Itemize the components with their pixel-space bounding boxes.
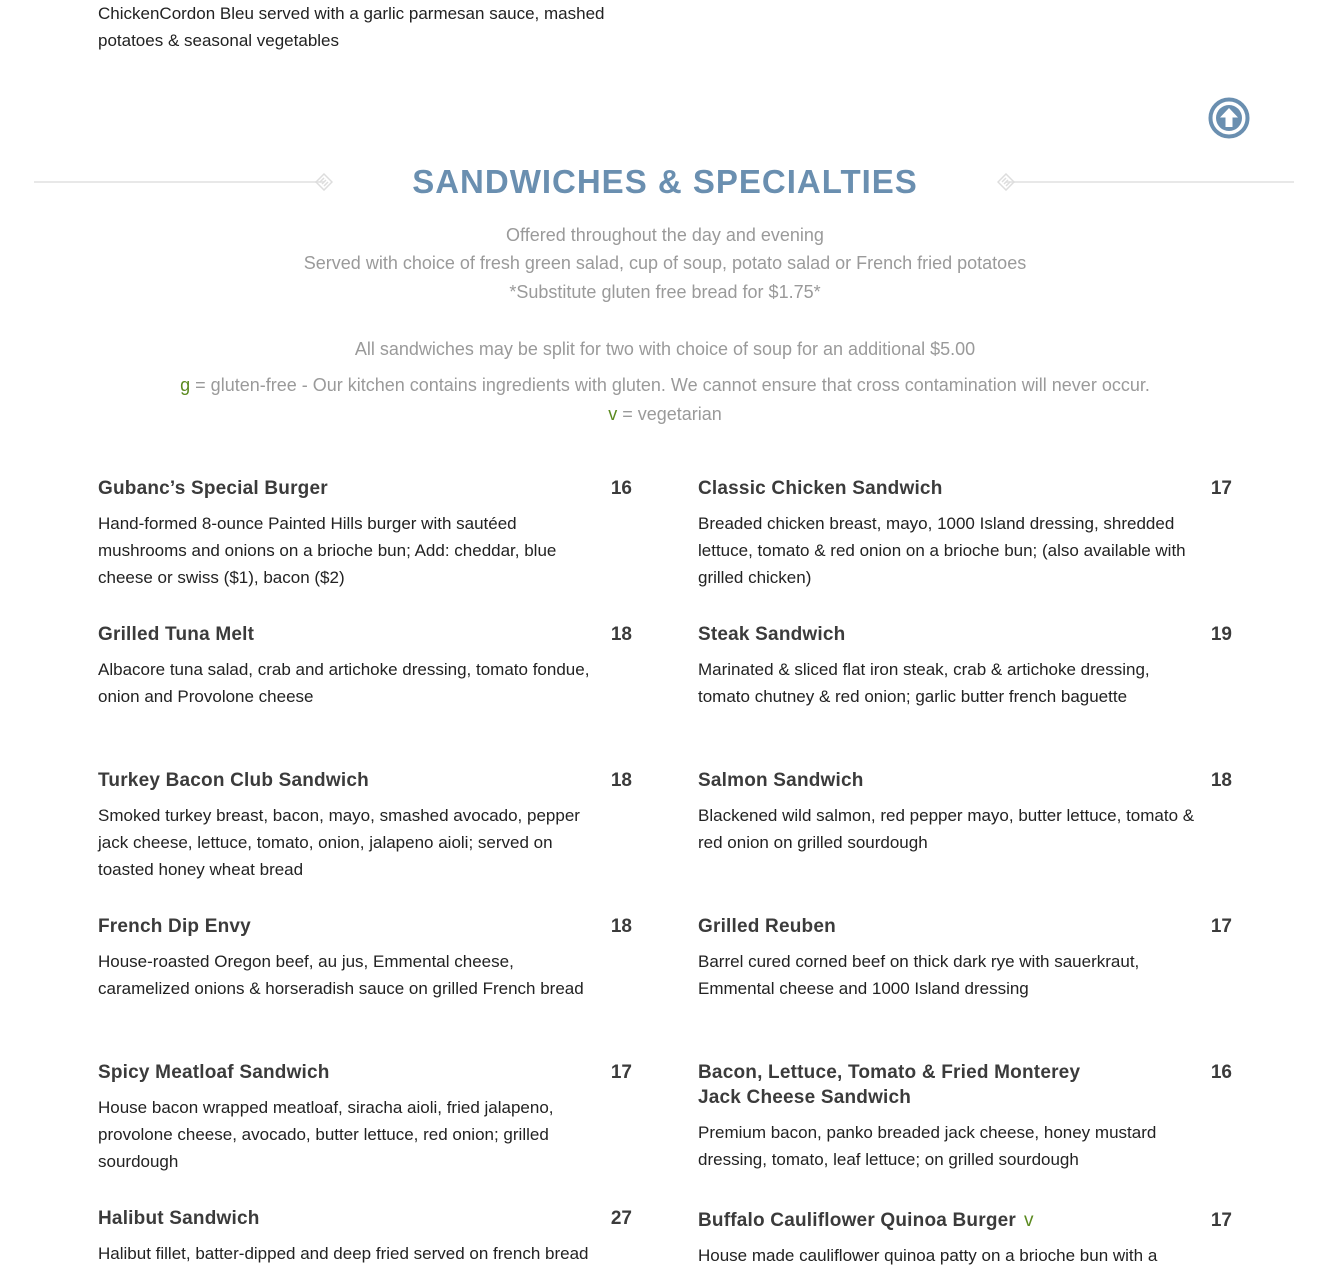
menu-item-name xyxy=(698,1208,1118,1233)
legend-gluten-free xyxy=(0,371,1330,399)
menu-item-price: 18 xyxy=(610,624,632,645)
menu-item-description: Marinated & sliced flat iron steak, crab & artichoke dressing, tomato chutney & red onion; garlic butter french baguette xyxy=(698,660,1150,706)
menu-item-name: Gubanc’s Special Burger xyxy=(98,478,328,499)
menu-item-price: 18 xyxy=(1210,770,1232,791)
section-info-split: All sandwiches may be split for two with choice of soup for an additional $5.00 xyxy=(354,339,976,359)
menu-item-name: Halibut Sandwich xyxy=(98,1208,260,1229)
menu-item-name: Bacon, Lettuce, Tomato & Fried Monterey Jack Cheese Sandwich xyxy=(698,1062,1081,1108)
menu-item-description: Halibut fillet, batter-dipped and deep fried served on french bread xyxy=(98,1244,589,1263)
menu-item-description: Hand-formed 8-ounce Painted Hills burger with sautéed mushrooms and onions on a brioche bun; Add: cheddar, blue cheese or swiss ($1), bacon ($2) xyxy=(98,514,557,587)
gluten-free-text: = gluten-free - Our kitchen contains ingredients with gluten. We cannot ensure that cross contamination will never occur. xyxy=(190,375,1150,395)
menu-item-description: House-roasted Oregon beef, au jus, Emmental cheese, caramelized onions & horseradish sauce on grilled French bread xyxy=(98,952,584,998)
menu-item-name: Spicy Meatloaf Sandwich xyxy=(98,1062,330,1083)
menu-item-description: Blackened wild salmon, red pepper mayo, butter lettuce, tomato & red onion on grilled sourdough xyxy=(698,806,1195,852)
vegetarian-text: = vegetarian xyxy=(617,404,722,424)
section-title: SANDWICHES & SPECIALTIES xyxy=(412,163,918,200)
menu-item-price: 17 xyxy=(1210,478,1232,499)
menu-item-description: Premium bacon, panko breaded jack cheese, honey mustard dressing, tomato, leaf lettuce; on grilled sourdough xyxy=(698,1123,1157,1169)
menu-item-price: 16 xyxy=(610,478,632,499)
previous-item-description: ChickenCordon Bleu served with a garlic parmesan sauce, mashed potatoes & seasonal vegetables xyxy=(98,4,605,50)
menu-item-name: Steak Sandwich xyxy=(698,624,846,645)
menu-item-description: House bacon wrapped meatloaf, siracha aioli, fried jalapeno, provolone cheese, avocado, butter lettuce, red onion; grilled sourdough xyxy=(98,1098,554,1171)
scroll-to-top-button[interactable] xyxy=(1208,97,1250,139)
menu-item-description: Smoked turkey breast, bacon, mayo, smashed avocado, pepper jack cheese, lettuce, tomato, onion, jalapeno aioli; served on toasted honey wheat bread xyxy=(98,806,580,879)
menu-item-price: 19 xyxy=(1210,624,1232,645)
gluten-free-key: g xyxy=(180,375,191,395)
vegetarian-badge: v xyxy=(1024,1210,1034,1231)
legend-vegetarian xyxy=(0,400,1330,428)
vegetarian-key: v xyxy=(608,404,618,424)
section-info-gluten-free-bread: *Substitute gluten free bread for $1.75* xyxy=(509,282,821,302)
menu-item-description: Albacore tuna salad, crab and artichoke dressing, tomato fondue, onion and Provolone cheese xyxy=(98,660,590,706)
menu-item-name: Turkey Bacon Club Sandwich xyxy=(98,770,369,791)
menu-item-price: 18 xyxy=(610,916,632,937)
menu-item-price: 17 xyxy=(610,1062,632,1083)
menu-item-name: French Dip Envy xyxy=(98,916,251,937)
menu-item-name: Classic Chicken Sandwich xyxy=(698,478,943,499)
menu-item-description: Barrel cured corned beef on thick dark rye with sauerkraut, Emmental cheese and 1000 Island dressing xyxy=(698,952,1140,998)
menu-item-name: Grilled Tuna Melt xyxy=(98,624,255,645)
arrow-up-circle-icon xyxy=(1208,97,1250,139)
menu-item-price: 17 xyxy=(1210,916,1232,937)
menu-item-description: Breaded chicken breast, mayo, 1000 Island dressing, shredded lettuce, tomato & red onion on a brioche bun; (also available with grilled chicken) xyxy=(698,514,1186,587)
section-info-availability: Offered throughout the day and evening xyxy=(506,225,824,245)
menu-item-name-text: Buffalo Cauliflower Quinoa Burger xyxy=(698,1210,1017,1231)
menu-item-name: Grilled Reuben xyxy=(698,916,836,937)
menu-item-price: 18 xyxy=(610,770,632,791)
menu-item-price: 17 xyxy=(1210,1210,1232,1231)
menu-item-name: Salmon Sandwich xyxy=(698,770,864,791)
menu-item-description: House made cauliflower quinoa patty on a brioche bun with a xyxy=(698,1246,1158,1265)
section-info-sides: Served with choice of fresh green salad, cup of soup, potato salad or French fried potatoes xyxy=(303,253,1027,273)
menu-item-price: 27 xyxy=(610,1208,632,1229)
menu-item-price: 16 xyxy=(1210,1062,1232,1083)
